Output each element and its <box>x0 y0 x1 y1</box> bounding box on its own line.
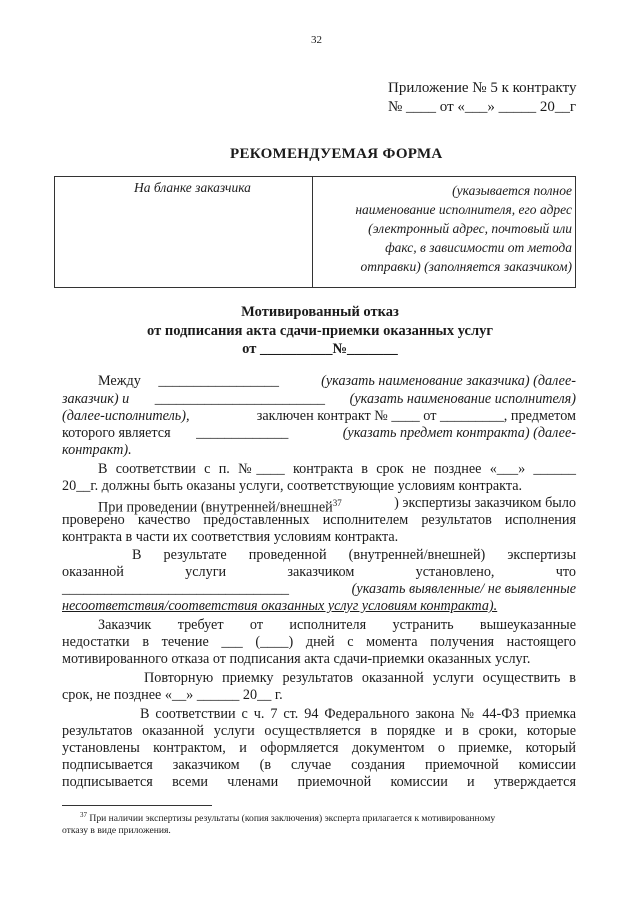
doc-title-line-2: от подписания акта сдачи-приемки оказанных услуг <box>147 323 493 339</box>
table-right-line: (указывается полное <box>452 183 572 198</box>
p1-blank: _________________ <box>158 373 279 389</box>
p1-hint: (указать наименование заказчика) (далее- <box>321 373 576 389</box>
table-left-cell: На бланке заказчика <box>134 180 251 195</box>
p1-line-5: контракт). <box>62 442 132 458</box>
footnote-line-2: отказу в виде приложения. <box>62 825 171 836</box>
p5-line-2: недостатки в течение ___ (____) дней с момента получения настоящего <box>62 634 576 650</box>
p7-line-4: подписывается заказчиком (в случае создания приемочной комиссии <box>62 757 576 773</box>
p3-text: При проведении (внутренней/внешней <box>98 499 333 516</box>
p7-line-3: установлены контрактом, и оформляется документом о приемке, который <box>62 740 576 756</box>
page-number: 32 <box>311 34 322 46</box>
p1-hint: (указать наименование исполнителя) <box>349 391 576 407</box>
p1-line-3 <box>62 407 576 425</box>
p6-line-1: Повторную приемку результатов оказанной услуги осуществить в <box>144 670 576 686</box>
p1-blank: _____________ <box>196 425 289 441</box>
p1-line-4 <box>62 424 576 442</box>
p1-blank: ________________________ <box>154 391 326 407</box>
p1-text: заключен контракт № ____ от _________, предметом <box>256 408 576 424</box>
table-right-line: факс, в зависимости от метода <box>385 240 572 255</box>
p3-text: ) экспертизы заказчиком было <box>394 495 576 511</box>
p7-line-2: результатов оказанной услуги осуществляется в порядке и в сроки, которые <box>62 723 576 739</box>
p1-text: которого является <box>62 425 171 441</box>
p1-line-1 <box>98 372 576 390</box>
form-title: РЕКОМЕНДУЕМАЯ ФОРМА <box>230 146 443 162</box>
p1-line-2 <box>62 390 576 408</box>
appendix-line-1: Приложение № 5 к контракту <box>388 80 577 96</box>
table-right-line: отправки) (заполняется заказчиком) <box>360 259 572 274</box>
p2-line-1: В соответствии с п. №____ контракта в срок не позднее «___» ______ <box>98 461 576 477</box>
p3-line-3: контракта в части их соответствия условиям контракта. <box>62 529 399 545</box>
doc-title-line-3: от __________№_______ <box>242 341 398 357</box>
p1-hint: (далее-исполнитель), <box>62 408 190 424</box>
p1-text: заказчик) и <box>62 391 130 407</box>
doc-title-line-1: Мотивированный отказ <box>241 304 399 320</box>
p7-line-1: В соответствии с ч. 7 ст. 94 Федерального закона № 44-ФЗ приемка <box>140 706 576 722</box>
p4-line-3 <box>62 580 576 598</box>
p5-line-3: мотивированного отказа от подписания акта сдачи-приемки оказанных услуг. <box>62 651 531 667</box>
p4-hint: (указать выявленные/ не выявленные <box>351 581 576 597</box>
table-right-line: (электронный адрес, почтовый или <box>368 221 572 236</box>
p7-line-5: подписывается всеми членами приемочной комиссии и утверждается <box>62 774 576 790</box>
p3-line-2: проверено качество предоставленных исполнителем результатов исполнения <box>62 512 576 528</box>
appendix-line-2: № ____ от «___» _____ 20__г <box>388 99 577 115</box>
p6-line-2: срок, не позднее «__» ______ 20__ г. <box>62 687 283 703</box>
table-right-line: наименование исполнителя, его адрес <box>355 202 572 217</box>
footnote-line-1 <box>80 811 576 824</box>
footnote-mark: 37 <box>80 811 87 819</box>
p2-line-2: 20__г. должны быть оказаны услуги, соответствующие условиям контракта. <box>62 478 523 494</box>
footnote-ref: 37 <box>332 498 342 508</box>
p1-hint: (указать предмет контракта) (далее- <box>342 425 576 441</box>
p4-line-4: несоответствия/соответствия оказанных услуг условиям контракта). <box>62 598 498 614</box>
p4-line-2: оказанной услуги заказчиком установлено, что <box>62 564 576 580</box>
p1-text: Между <box>98 373 141 389</box>
table-right-cell <box>314 181 572 276</box>
footnote-text: При наличии экспертизы результаты (копия заключения) эксперта прилагается к мотивированному <box>89 813 496 825</box>
table-divider <box>312 176 313 287</box>
p4-blank: ________________________________ <box>62 581 289 597</box>
p4-line-1: В результате проведенной (внутренней/внешней) экспертизы <box>132 547 576 563</box>
p5-line-1: Заказчик требует от исполнителя устранить вышеуказанные <box>98 617 576 633</box>
footnote-separator <box>62 805 212 806</box>
